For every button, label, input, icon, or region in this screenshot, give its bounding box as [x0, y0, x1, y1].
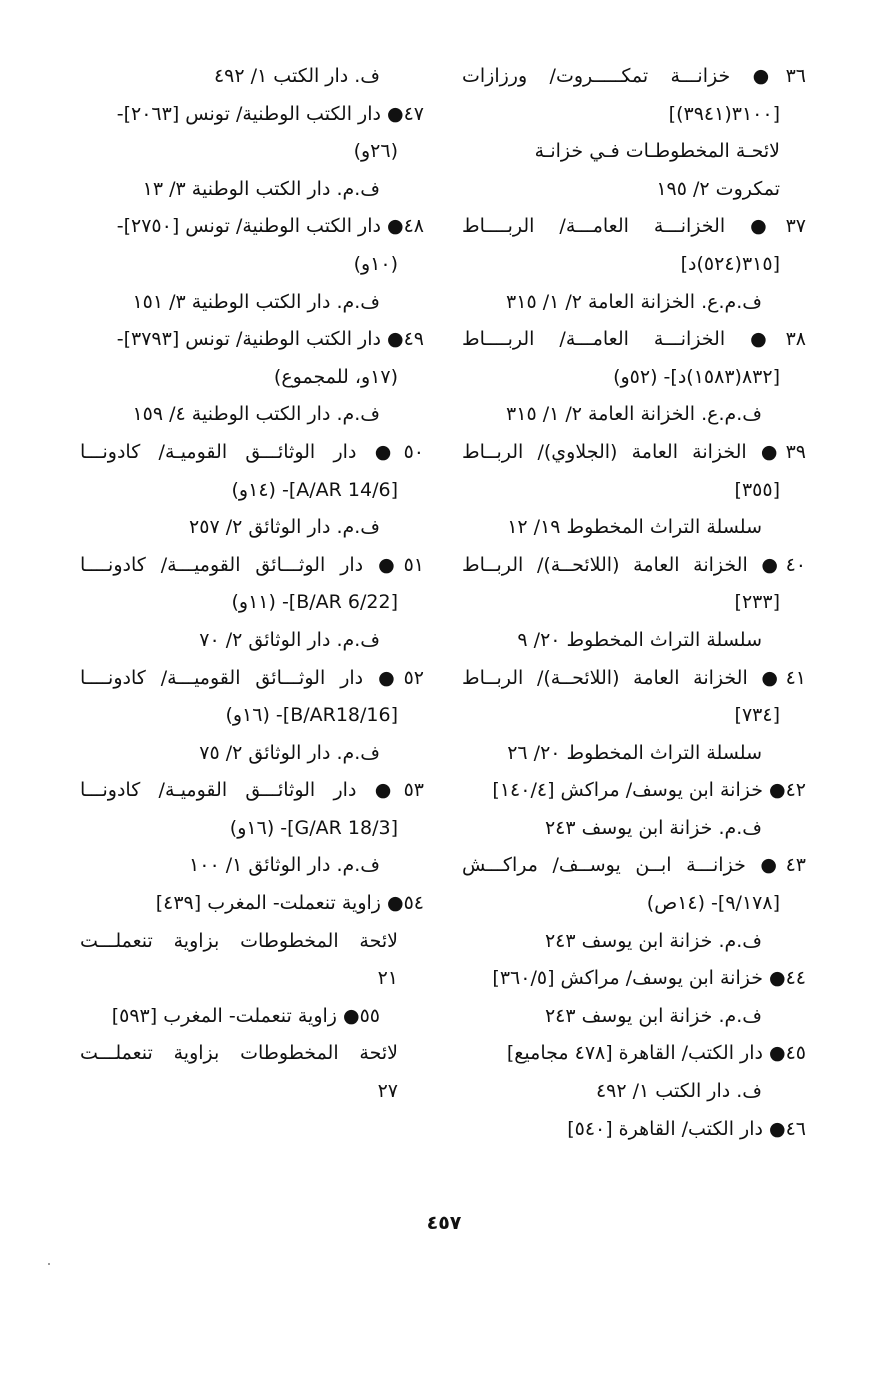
- text-line: ٥٥● زاوية تنعملت- المغرب [٥٩٣]: [111, 1004, 380, 1027]
- text-line: ف.م. خزانة ابن يوسف ٢٤٣: [544, 816, 762, 839]
- text-line: [٨٣٢(١٥٨٣)د]- (٥٢و): [613, 365, 780, 388]
- text-line: ٢١: [377, 967, 398, 990]
- text-line: ٣٩● الخزانة العامة (الجلاوي)/ الربــاط: [462, 440, 806, 463]
- text-line: ف. دار الكتب ١/ ٤٩٢: [213, 65, 380, 87]
- text-line: ٤٩● دار الكتب الوطنية/ تونس [٣٧٩٣]-: [116, 328, 424, 351]
- scan-speck: [48, 1263, 50, 1265]
- text-line: [٧٣٤]: [734, 704, 780, 727]
- text-line: [٣١٠٠(٣٩٤١)]: [668, 102, 780, 125]
- text-line: ٤٧● دار الكتب الوطنية/ تونس [٢٠٦٣]-: [116, 102, 424, 125]
- text-line: ٤٢● خزانة ابن يوسف/ مراكش [١٤٠/٤]: [492, 779, 806, 802]
- text-line: (١٠و): [353, 252, 398, 275]
- text-line: ف.م. دار الوثائق ٢/ ٧٥: [199, 741, 380, 764]
- text-line: ف.م. دار الوثائق ٢/ ٧٠: [199, 628, 380, 651]
- text-line: [A/AR 14/6]- (١٤و): [231, 478, 398, 501]
- text-line: ٢٧: [377, 1080, 398, 1103]
- text-line: ٤٠● الخزانة العامة (اللائحــة)/ الربــاط: [462, 553, 806, 576]
- text-line: ف.م. دار الكتب الوطنية ٣/ ١٣: [142, 177, 380, 200]
- text-line: [G/AR 18/3]- (١٦و): [229, 816, 398, 839]
- text-line: [٣٥٥]: [734, 478, 780, 501]
- page-number: ٤٥٧: [426, 1212, 462, 1234]
- text-line: [B/AR18/16]- (١٦و): [225, 704, 398, 727]
- text-line: سلسلة التراث المخطوط ٢٠/ ٢٦: [507, 741, 762, 764]
- text-line: ٥٠● دار الوثائـــق القوميـة/ كادونـــا: [80, 440, 424, 463]
- text-line: ف. دار الكتب ١/ ٤٩٢: [595, 1080, 762, 1103]
- text-line: ٥٤● زاوية تنعملت- المغرب [٤٣٩]: [155, 892, 424, 915]
- text-line: ف.م.ع. الخزانة العامة ٢/ ١/ ٣١٥: [506, 290, 762, 313]
- text-line: ٤٤● خزانة ابن يوسف/ مراكش [٣٦٠/٥]: [492, 967, 806, 990]
- text-line: سلسلة التراث المخطوط ١٩/ ١٢: [507, 516, 762, 539]
- text-line: ف.م. خزانة ابن يوسف ٢٤٣: [544, 1004, 762, 1027]
- text-line: ف.م. خزانة ابن يوسف ٢٤٣: [544, 929, 762, 952]
- text-line: ٣٧● الخزانـــة العامـــة/ الربــــاط: [462, 215, 806, 238]
- text-line: ٣٨● الخزانـــة العامـــة/ الربــــاط: [462, 328, 806, 351]
- text-line: [٩/١٧٨]- (١٤ص): [646, 892, 780, 915]
- text-line: تمكروت ٢/ ١٩٥: [656, 177, 780, 200]
- text-line: ٣٦● خزانـــة تمكـــــروت/ ورزازات: [462, 65, 806, 87]
- text-line: ٤٣● خزانـــة ابــن يوســف/ مراكـــش: [462, 854, 806, 877]
- text-line: ٥١● دار الوثـــائق القوميـــة/ كادونــــا: [80, 553, 424, 576]
- text-line: ٤٨● دار الكتب الوطنية/ تونس [٢٧٥٠]-: [116, 215, 424, 238]
- text-line: ف.م. دار الوثائق ١/ ١٠٠: [189, 854, 380, 877]
- left-column: [80, 58, 424, 1111]
- text-line: لائحـة المخطوطـات فـي خزانـة: [534, 140, 780, 163]
- text-line: ٤١● الخزانة العامة (اللائحــة)/ الربــاط: [462, 666, 806, 689]
- text-line: (٢٦و): [353, 140, 398, 163]
- text-line: سلسلة التراث المخطوط ٢٠/ ٩: [517, 628, 762, 651]
- text-line: [B/AR 6/22]- (١١و): [231, 591, 398, 614]
- text-line: لائحة المخطوطات بزاوية تنعملـــت: [80, 1042, 398, 1065]
- text-line: (١٧و، للمجموع): [273, 365, 398, 388]
- text-line: [٣١٥(٥٢٤)د]: [680, 252, 780, 275]
- text-line: ف.م.ع. الخزانة العامة ٢/ ١/ ٣١٥: [506, 403, 762, 426]
- text-line: ف.م. دار الوثائق ٢/ ٢٥٧: [189, 516, 380, 539]
- text-line: ف.م. دار الكتب الوطنية ٤/ ١٥٩: [132, 403, 380, 426]
- right-column: [462, 58, 806, 1148]
- text-line: ٥٣● دار الوثائـــق القوميـة/ كادونـــا: [80, 779, 424, 802]
- text-line: [٢٣٣]: [734, 591, 780, 614]
- text-line: ف.م. دار الكتب الوطنية ٣/ ١٥١: [132, 290, 380, 313]
- text-line: ٤٦● دار الكتب/ القاهرة [٥٤٠]: [567, 1117, 806, 1140]
- text-line: ٤٥● دار الكتب/ القاهرة [٤٧٨ مجاميع]: [506, 1042, 806, 1065]
- text-line: لائحة المخطوطات بزاوية تنعملـــت: [80, 929, 398, 952]
- text-line: ٥٢● دار الوثـــائق القوميـــة/ كادونــــا: [80, 666, 424, 689]
